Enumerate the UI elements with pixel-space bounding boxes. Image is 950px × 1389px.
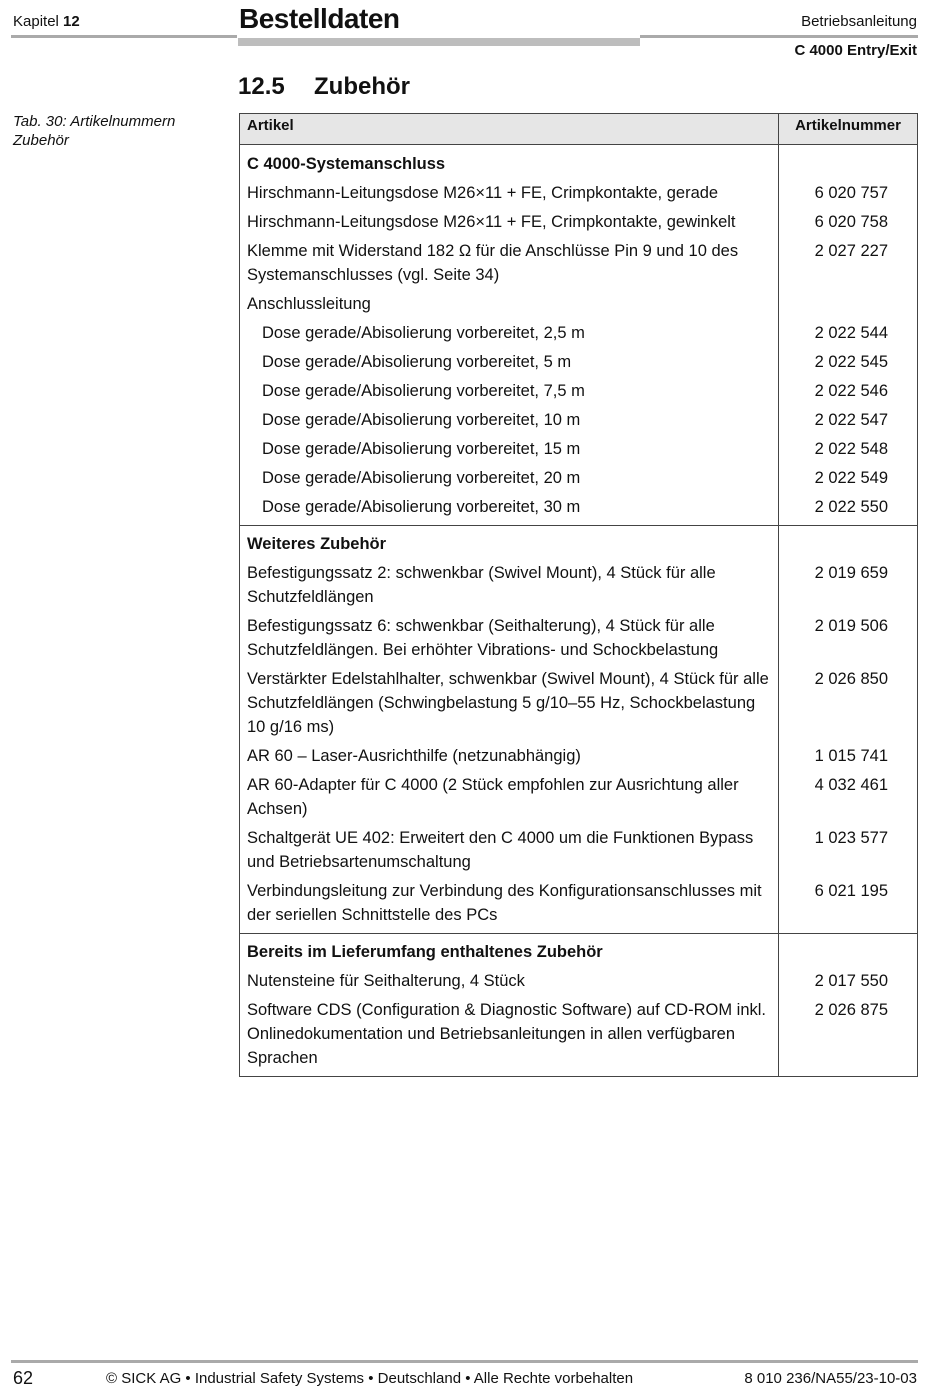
table-row [240,742,918,771]
article-cell: Nutensteine für Seithalterung, 4 Stück [240,967,779,996]
article-number-cell: 6 020 757 [779,179,918,208]
article-cell: AR 60-Adapter für C 4000 (2 Stück empfohlen zur Ausrichtung aller Achsen) [240,771,779,824]
article-number-cell [779,290,918,319]
article-number-cell: 2 026 875 [779,996,918,1077]
table-row [240,559,918,612]
group-row [240,526,918,560]
section-number: 12.5 [238,73,285,100]
article-number-cell: 2 022 549 [779,464,918,493]
article-cell: Dose gerade/Abisolierung vorbereitet, 7,5 m [240,377,779,406]
table-row [240,665,918,742]
header-rule-left [11,35,237,38]
article-number-cell: 2 022 550 [779,493,918,526]
header-rule-mid [238,38,640,46]
group-row [240,145,918,180]
table-row [240,771,918,824]
article-number-cell: 2 022 547 [779,406,918,435]
article-cell: Hirschmann-Leitungsdose M26×11 + FE, Crimpkontakte, gerade [240,179,779,208]
article-cell: Dose gerade/Abisolierung vorbereitet, 20 m [240,464,779,493]
article-cell: Befestigungssatz 6: schwenkbar (Seithalterung), 4 Stück für alle Schutzfeldlängen. Bei erhöhter Vibrations- und Schockbelastung [240,612,779,665]
chapter-label: Kapitel [13,13,59,30]
table-row [240,377,918,406]
article-number-cell: 2 019 506 [779,612,918,665]
group-number-cell [779,145,918,180]
table-caption: Tab. 30: Artikelnummern Zubehör [13,113,176,149]
table-row [240,290,918,319]
chapter-number: 12 [63,13,80,30]
article-number-cell: 4 032 461 [779,771,918,824]
article-number-cell: 2 022 548 [779,435,918,464]
table-row [240,967,918,996]
article-cell: Hirschmann-Leitungsdose M26×11 + FE, Crimpkontakte, gewinkelt [240,208,779,237]
article-cell: Dose gerade/Abisolierung vorbereitet, 10 m [240,406,779,435]
article-number-cell: 2 017 550 [779,967,918,996]
table-row [240,179,918,208]
article-number-cell: 1 023 577 [779,824,918,877]
section-heading [238,73,410,101]
article-number-cell: 2 019 659 [779,559,918,612]
table-row [240,824,918,877]
group-number-cell [779,526,918,560]
table-row [240,996,918,1077]
page-title: Bestelldaten [239,3,400,34]
article-number-cell: 1 015 741 [779,742,918,771]
group-number-cell [779,934,918,968]
article-number-cell: 2 022 545 [779,348,918,377]
group-row [240,934,918,968]
product-name: C 4000 Entry/Exit [794,42,917,59]
article-cell: Dose gerade/Abisolierung vorbereitet, 15 m [240,435,779,464]
group-title: C 4000-Systemanschluss [240,145,779,180]
table-row [240,877,918,934]
document-number: 8 010 236/NA55/23-10-03 [744,1370,917,1387]
article-number-cell: 2 022 546 [779,377,918,406]
article-number-cell: 6 021 195 [779,877,918,934]
header-rule-right [640,35,918,38]
article-number-cell: 2 026 850 [779,665,918,742]
article-cell: Software CDS (Configuration & Diagnostic Software) auf CD-ROM inkl. Onlinedokumentation und Betriebsanleitungen in allen verfügbaren Sprachen [240,996,779,1077]
table-row [240,237,918,290]
table-row [240,612,918,665]
group-title: Weiteres Zubehör [240,526,779,560]
table-row [240,493,918,526]
table-row [240,319,918,348]
table-header-row [240,114,918,145]
section-title: Zubehör [314,73,410,100]
copyright: © SICK AG • Industrial Safety Systems • Deutschland • Alle Rechte vorbehalten [106,1370,634,1387]
article-number-cell: 2 027 227 [779,237,918,290]
article-cell: Schaltgerät UE 402: Erweitert den C 4000 um die Funktionen Bypass und Betriebsartenumschaltung [240,824,779,877]
article-number-cell: 6 020 758 [779,208,918,237]
footer-rule [11,1360,918,1363]
article-cell: AR 60 – Laser-Ausrichthilfe (netzunabhängig) [240,742,779,771]
group-title: Bereits im Lieferumfang enthaltenes Zubehör [240,934,779,968]
accessories-table [239,113,918,1077]
article-cell: Verbindungsleitung zur Verbindung des Konfigurationsanschlusses mit der seriellen Schnittstelle des PCs [240,877,779,934]
table-row [240,208,918,237]
article-cell: Dose gerade/Abisolierung vorbereitet, 5 m [240,348,779,377]
article-cell: Dose gerade/Abisolierung vorbereitet, 2,5 m [240,319,779,348]
chapter-indicator [13,13,80,30]
table-row [240,406,918,435]
article-cell: Befestigungssatz 2: schwenkbar (Swivel Mount), 4 Stück für alle Schutzfeldlängen [240,559,779,612]
article-cell: Anschlussleitung [240,290,779,319]
article-number-cell: 2 022 544 [779,319,918,348]
column-header-article: Artikel [240,114,779,145]
table-row [240,348,918,377]
table-row [240,464,918,493]
article-cell: Dose gerade/Abisolierung vorbereitet, 30 m [240,493,779,526]
manual-type: Betriebsanleitung [801,13,917,30]
article-cell: Verstärkter Edelstahlhalter, schwenkbar (Swivel Mount), 4 Stück für alle Schutzfeldlängen (Schwingbelastung 5 g/10–55 Hz, Schockbelastung 10 g/16 ms) [240,665,779,742]
column-header-number: Artikelnummer [779,114,918,145]
page-number: 62 [13,1368,34,1388]
article-cell: Klemme mit Widerstand 182 Ω für die Anschlüsse Pin 9 und 10 des Systemanschlusses (vgl. Seite 34) [240,237,779,290]
table-row [240,435,918,464]
